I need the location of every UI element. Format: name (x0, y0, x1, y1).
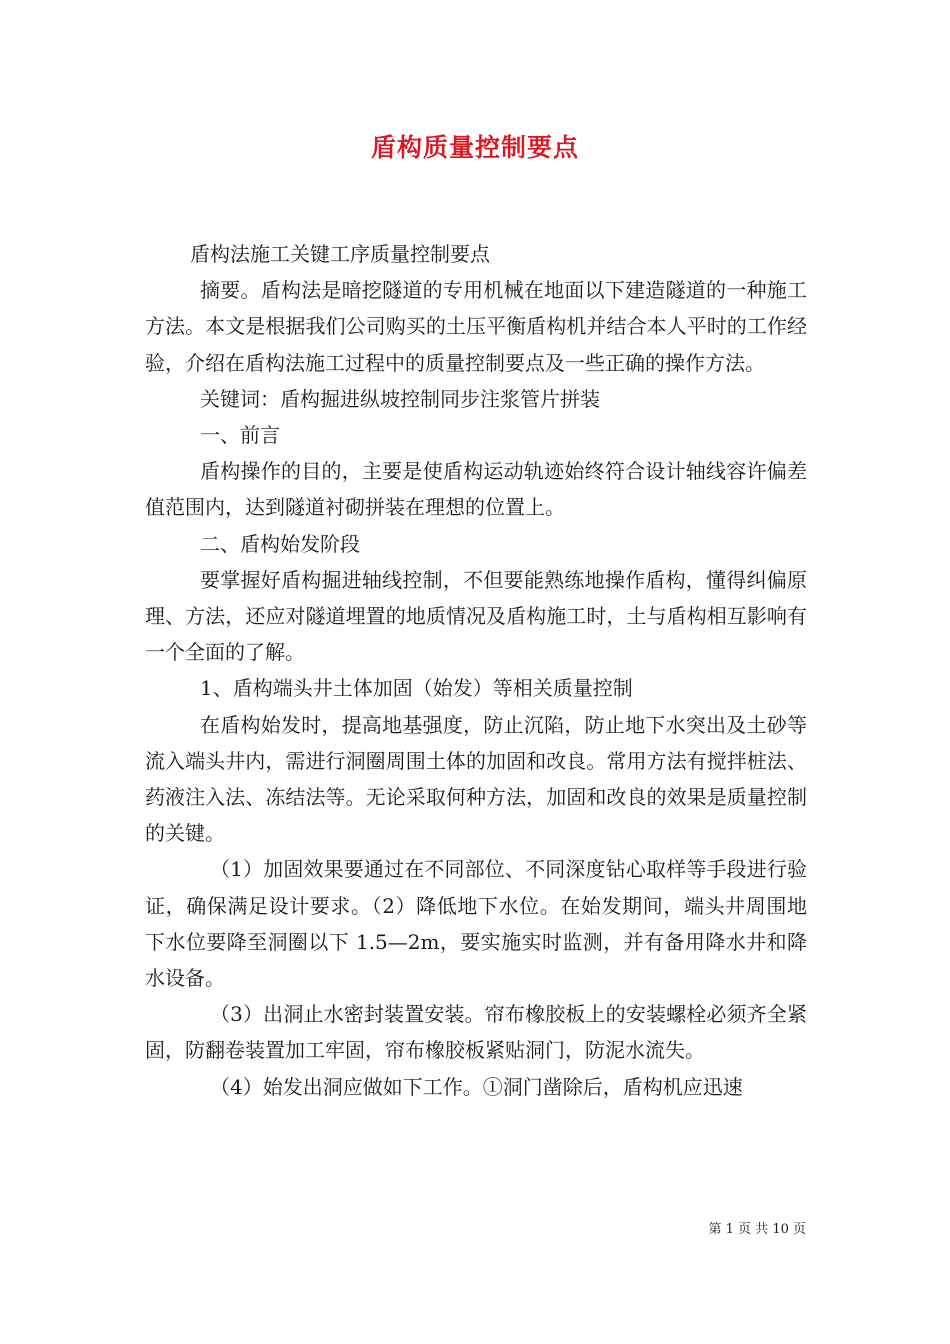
document-body (145, 236, 807, 1105)
body-paragraph: （3）出洞止水密封装置安装。帘布橡胶板上的安装螺栓必须齐全紧固，防翻卷装置加工牢固，帘布橡胶板紧贴洞门，防泥水流失。 (145, 1002, 807, 1063)
keywords-paragraph: 关键词：盾构掘进纵坡控制同步注浆管片拼装 (200, 386, 600, 411)
heading-launch-stage: 二、盾构始发阶段 (200, 531, 360, 556)
subheading-soil-reinforcement: 1、盾构端头井土体加固（始发）等相关质量控制 (200, 676, 633, 701)
body-paragraph: 要掌握好盾构掘进轴线控制，不但要能熟练地操作盾构，懂得纠偏原理、方法，还应对隧道埋置的地质情况及盾构施工时，土与盾构相互影响有一个全面的了解。 (145, 567, 807, 665)
heading-preface: 一、前言 (200, 423, 280, 448)
abstract-paragraph: 摘要。盾构法是暗挖隧道的专用机械在地面以下建造隧道的一种施工方法。本文是根据我们公司购买的土压平衡盾构机并结合本人平时的工作经验，介绍在盾构法施工过程中的质量控制要点及一些正确的操作方法。 (145, 278, 807, 375)
body-paragraph: 在盾构始发时，提高地基强度，防止沉陷，防止地下水突出及土砂等流入端头井内，需进行洞圈周围土体的加固和改良。常用方法有搅拌桩法、药液注入法、冻结法等。无论采取何种方法，加固和改良的效果是质量控制的关键。 (145, 712, 807, 846)
document-title: 盾构质量控制要点 (370, 133, 579, 162)
body-paragraph: 盾构操作的目的，主要是使盾构运动轨迹始终符合设计轴线容许偏差值范围内，达到隧道衬砌拼装在理想的位置上。 (145, 459, 807, 520)
page-number: 第 1 页 共 10 页 (708, 1222, 806, 1237)
body-paragraph: （1）加固效果要通过在不同部位、不同深度钻心取样等手段进行验证，确保满足设计要求。（2）降低地下水位。在始发期间，端头井周围地下水位要降至洞圈以下 1.5—2m，要实施实时监测，并有备用降水井和降水设备。 (145, 857, 807, 991)
body-paragraph: （4）始发出洞应做如下工作。①洞门凿除后，盾构机应迅速 (210, 1074, 743, 1099)
section-heading: 盾构法施工关键工序质量控制要点 (190, 242, 490, 266)
